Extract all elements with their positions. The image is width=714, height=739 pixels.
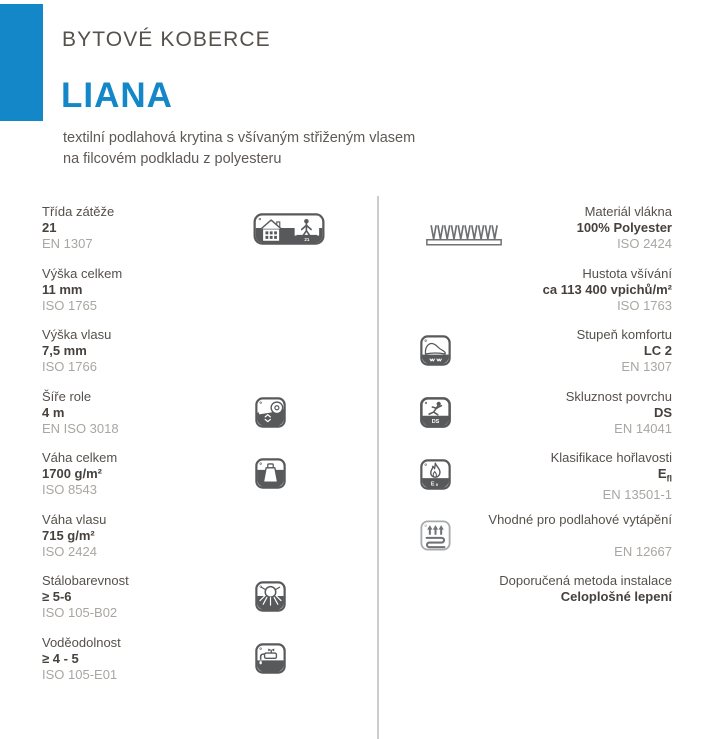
- water-resistance-tap-icon: [255, 643, 286, 679]
- spec-row-total-weight: [42, 450, 247, 497]
- spec-label: Šíře role: [42, 389, 92, 404]
- spec-label: Doporučená metoda instalace: [499, 573, 672, 588]
- spec-value-subscript: fl: [666, 473, 672, 484]
- spec-row-total-height: [42, 266, 247, 313]
- category-title: BYTOVÉ KOBERCE: [62, 28, 271, 51]
- spec-label: Výška vlasu: [42, 327, 112, 342]
- spec-norm: EN 1307: [42, 235, 93, 251]
- product-description: [63, 128, 415, 169]
- spec-label: Třída zátěže: [42, 204, 115, 219]
- fiber-pile-icon: [424, 221, 504, 252]
- spec-norm: ISO 105-B02: [42, 604, 118, 620]
- brand-accent-block: [0, 4, 43, 121]
- spec-label: Materiál vlákna: [584, 204, 672, 219]
- spec-norm: EN 1307: [621, 358, 672, 374]
- spec-value: 4 m: [42, 404, 65, 420]
- spec-label: Výška celkem: [42, 266, 123, 281]
- flammability-icon-label: E: [430, 481, 435, 488]
- spec-norm: EN 13501-1: [602, 487, 672, 503]
- spec-label: Vhodné pro podlahové vytápění: [488, 512, 672, 527]
- product-name: LIANA: [61, 76, 173, 115]
- spec-value: 715 g/m²: [42, 527, 95, 543]
- spec-row-pile-weight: [42, 512, 247, 559]
- spec-norm: ISO 1766: [42, 358, 97, 374]
- load-class-21-icon: [253, 213, 325, 250]
- spec-label: Váha vlasu: [42, 512, 107, 527]
- comfort-foot-icon: [420, 335, 451, 371]
- spec-row-roll-width: [42, 389, 247, 436]
- spec-row-load-class: [42, 204, 247, 251]
- spec-value: 100% Polyester: [576, 219, 672, 235]
- spec-value: ca 113 400 vpichů/m²: [542, 281, 672, 297]
- spec-row-tuft-density: [382, 266, 672, 313]
- spec-value: Celoplošné lepení: [560, 588, 672, 604]
- column-divider: [377, 196, 379, 739]
- spec-value: 1700 g/m²: [42, 465, 102, 481]
- spec-norm: EN 14041: [614, 420, 672, 436]
- spec-label: Hustota všívání: [582, 266, 672, 281]
- carpet-roll-width-icon: [255, 397, 286, 433]
- spec-value: ≥ 5-6: [42, 588, 72, 604]
- floor-heating-icon: [420, 520, 451, 556]
- spec-norm: ISO 8543: [42, 481, 97, 497]
- spec-norm: ISO 2424: [617, 235, 672, 251]
- spec-norm: ISO 2424: [42, 543, 97, 559]
- spec-row-water-resistance: [42, 635, 247, 682]
- product-description-line2: na filcovém podkladu z polyesteru: [63, 150, 282, 167]
- slip-resistance-icon-label: DS: [431, 419, 440, 426]
- spec-norm: ISO 1765: [42, 297, 97, 313]
- spec-label: Klasifikace hořlavosti: [550, 450, 672, 465]
- spec-norm: ISO 105-E01: [42, 666, 118, 682]
- spec-value: 21: [42, 219, 57, 235]
- spec-label: Stupeň komfortu: [576, 327, 672, 342]
- spec-label: Váha celkem: [42, 450, 118, 465]
- total-weight-icon: [255, 458, 286, 494]
- slip-resistance-icon: [420, 397, 451, 433]
- spec-label: Skluznost povrchu: [565, 389, 672, 404]
- product-description-line1: textilní podlahová krytina s všívaným střiženým vlasem: [63, 130, 416, 146]
- spec-label: Stálobarevnost: [42, 573, 129, 588]
- spec-norm: EN ISO 3018: [42, 420, 119, 436]
- spec-value: DS: [653, 404, 672, 420]
- spec-value: 7,5 mm: [42, 342, 87, 358]
- spec-value: LC 2: [643, 342, 672, 358]
- colorfastness-sun-icon: [255, 581, 286, 617]
- flammability-flame-icon: [420, 459, 451, 495]
- spec-row-colorfastness: [42, 573, 247, 620]
- spec-value-main: E: [657, 465, 667, 481]
- spec-row-pile-height: [42, 327, 247, 374]
- spec-norm: EN 12667: [614, 543, 672, 559]
- spec-norm: [382, 605, 672, 621]
- spec-value: ≥ 4 - 5: [42, 650, 79, 666]
- spec-label: Voděodolnost: [42, 635, 121, 650]
- spec-value: 11 mm: [42, 281, 83, 297]
- spec-row-installation-method: [382, 573, 672, 620]
- flammability-icon-label-subscript: fl: [435, 482, 438, 487]
- load-class-icon-number: 21: [304, 237, 310, 243]
- spec-norm: ISO 1763: [617, 297, 672, 313]
